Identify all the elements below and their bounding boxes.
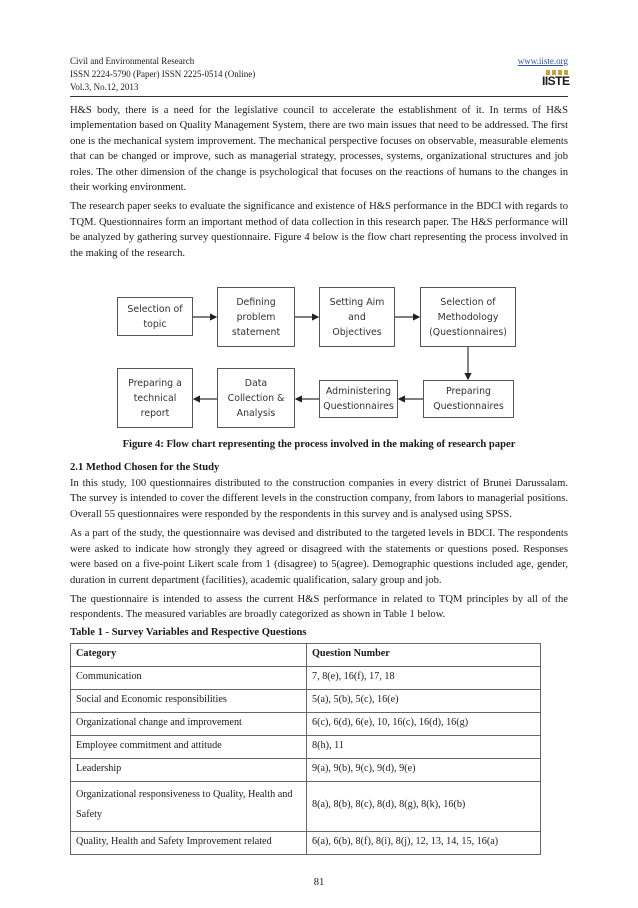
body-paragraph: In this study, 100 questionnaires distributed to the construction companies in every district of Brunei Darussalam. The survey is intended to cover the different levels in the construction company, from labors to managerial positions. Overall 55 questionnaires were responded by the respondents in this survey and is analysed using SPSS. <box>70 478 568 520</box>
flow-step-preparing-questionnaires: Preparing Questionnaires <box>423 380 514 418</box>
table-title: Table 1 - Survey Variables and Respective Questions <box>70 626 307 638</box>
flow-step-methodology: Selection of Methodology (Questionnaires) <box>420 287 516 347</box>
journal-name: Civil and Environmental Research <box>70 56 195 66</box>
body-paragraph: The research paper seeks to evaluate the significance and existence of H&S performance in the BDCI with regards to TQM. Questionnaires form an important method of data collection in this research paper. The H&S performance will be analyzed by gathering survey questionnaire. Figure 4 below is the flow chart representing the process involved in the making of the research. <box>70 201 568 259</box>
table-row <box>71 689 541 712</box>
category-cell: Employee commitment and attitude <box>71 735 307 758</box>
body-paragraph: The questionnaire is intended to assess the current H&S performance in related to TQM principles by all of the respondents. The measured variables are broadly categorized as shown in Table 1 below. <box>70 593 568 621</box>
running-header <box>70 55 255 94</box>
column-header: Category <box>71 643 307 666</box>
flow-step-technical-report: Preparing a technical report <box>117 368 193 428</box>
iiste-logo <box>542 70 568 90</box>
question-cell: 8(h), 11 <box>307 735 541 758</box>
table-row <box>71 712 541 735</box>
journal-url-link[interactable]: www.iiste.org <box>517 56 568 66</box>
question-cell: 9(a), 9(b), 9(c), 9(d), 9(e) <box>307 758 541 781</box>
question-cell: 8(a), 8(b), 8(c), 8(d), 8(g), 8(k), 16(b) <box>307 781 541 831</box>
logo-text: IISTE <box>542 74 570 88</box>
survey-variables-table <box>70 643 541 855</box>
page-number: 81 <box>313 876 325 888</box>
flow-step-aim-objectives: Setting Aim and Objectives <box>319 287 395 347</box>
figure-caption: Figure 4: Flow chart representing the process involved in the making of research paper <box>122 439 516 451</box>
flow-step-defining-problem: Defining problem statement <box>217 287 295 347</box>
table-row <box>71 758 541 781</box>
question-cell: 6(a), 6(b), 8(f), 8(i), 8(j), 12, 13, 14, 15, 16(a) <box>307 831 541 854</box>
page-column <box>70 0 568 908</box>
body-paragraph: H&S body, there is a need for the legislative council to accelerate the establishment of it. In terms of H&S implementation based on Quality Management System, there are two main issues that need to be addressed. The first one is the mechanical system improvement. The mechanical perspective focuses on observable, measurable elements that can be changed or improve, such as managerial strategy, processes, systems, organizational structures and job roles. The other dimension of the change is psychological that focuses on the reactions of humans to the changes in their working environment. <box>70 105 568 194</box>
flow-step-selection-of-topic: Selection of topic <box>117 297 193 336</box>
category-cell: Organizational responsiveness to Quality, Health and Safety <box>71 781 307 831</box>
body-paragraph: As a part of the study, the questionnaire was devised and distributed to the targeted levels in BDCI. The respondents were asked to indicate how strongly they agreed or disagreed with the statements or questions posed. Responses were based on a five-point Likert scale from 1 (disagree) to 5(agree). Demographic questions included age, gender, duration in current department (facilities), academic qualification, salary group and job. <box>70 528 568 586</box>
category-cell: Communication <box>71 666 307 689</box>
section-heading: 2.1 Method Chosen for the Study <box>70 462 220 474</box>
column-header: Question Number <box>307 643 541 666</box>
question-cell: 5(a), 5(b), 5(c), 16(e) <box>307 689 541 712</box>
question-cell: 7, 8(e), 16(f), 17, 18 <box>307 666 541 689</box>
running-header-area <box>70 55 568 97</box>
flowchart <box>70 267 568 435</box>
table-row <box>71 666 541 689</box>
volume: Vol.3, No.12, 2013 <box>70 82 139 92</box>
category-cell: Leadership <box>71 758 307 781</box>
question-cell: 6(c), 6(d), 6(e), 10, 16(c), 16(d), 16(g) <box>307 712 541 735</box>
flow-step-administering: Administering Questionnaires <box>319 380 398 418</box>
flow-step-data-collection: Data Collection & Analysis <box>217 368 295 428</box>
category-cell: Quality, Health and Safety Improvement related <box>71 831 307 854</box>
table-header-row <box>71 643 541 666</box>
category-cell: Social and Economic responsibilities <box>71 689 307 712</box>
table-row <box>71 781 541 831</box>
table-row <box>71 735 541 758</box>
table-row <box>71 831 541 854</box>
issn: ISSN 2224-5790 (Paper) ISSN 2225-0514 (Online) <box>70 69 256 79</box>
category-cell: Organizational change and improvement <box>71 712 307 735</box>
